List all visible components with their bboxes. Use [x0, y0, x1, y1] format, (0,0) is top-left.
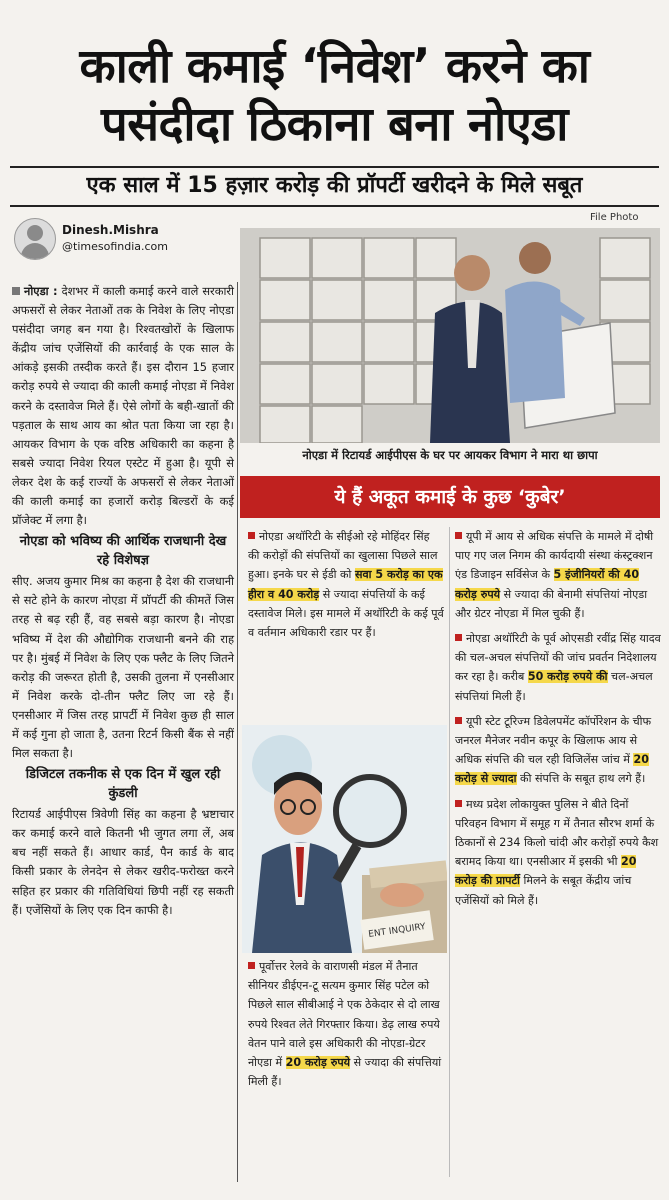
highlight-tourism-value: 20 करोड़ से ज्यादा: [455, 753, 649, 786]
box-title-banner: ये हैं अकूत कमाई के कुछ ‘कुबेर’: [240, 476, 660, 518]
bullet-icon: [248, 532, 255, 539]
box-column-1: [248, 527, 444, 648]
box-item-2: पूर्वोत्तर रेलवे के वाराणसी मंडल में तैनात सीनियर डीईएन-टू सत्यम कुमार सिंह पटेल को पिछले साल सीबीआई ने एक ठेकेदार से दो लाख रुपये रिश्वत लेते गिरफ्तार किया। डेढ़ लाख रुपये वेतन पाने वाले इस अधिकारी की नोएडा-ग्रेटर नोएडा में 20 करोड़ रुपये से ज्यादा की संपत्तियां मिली हैं।: [248, 960, 442, 1089]
column-divider: [237, 282, 238, 1182]
highlight-osd-value: 50 करोड़ रुपये की: [527, 670, 608, 684]
article-para-3: रिटायर्ड आईपीएस त्रिवेणी सिंह का कहना है भ्रष्टाचार कर कमाई करने वाले कितनी भी जुगत लगा लें, अब बच नहीं सकते हैं। आधार कार्ड, पैन कार्ड के बाद किसी प्रकार के लेनदेन से लेकर खरीद-फरोख्त करने सहित हर प्रकार की गतिविधियां छिपी नहीं रह सकती हैं। एजेंसियों के लिए एक दिन काफी है।: [12, 807, 234, 917]
inquiry-paper-label: ENT INQUIRY: [367, 922, 427, 940]
headline-rule: [10, 166, 659, 168]
author-name: Dinesh.Mishra: [62, 223, 159, 237]
bullet-icon: [455, 717, 462, 724]
byline: [62, 222, 168, 256]
highlight-railway-value: 20 करोड़ रुपये: [285, 1056, 351, 1070]
raid-photo: [240, 228, 660, 443]
bullet-icon: [455, 800, 462, 807]
article-para-2: सीए. अजय कुमार मिश्र का कहना है देश की राजधानी से सटे होने के कारण नोएडा में प्रॉपर्टी की कीमतें जिस तरह से बढ़ रही हैं, वह सबसे बड़ा कारण है। नोएडा भविष्य में देश की औद्योगिक राजधानी बनने की राह पर है। मुंबई में निवेश के लिए एक फ्लैट के लिए जितने करोड़ की जरूरत होती है, उसकी तुलना में एनसीआर में निवेश करके दो-तीन फ्लैट लिए जा रहे हैं। एनसीआर में जिस तरह प्रापर्टी में निवेश कुछ ही साल में कई गुना हो जाता है, उतना रिटर्न किसी बैंक से नहीं मिल सकता है।: [12, 574, 234, 761]
magnifier-illustration: [242, 725, 447, 953]
author-email: @timesofindia.com: [62, 240, 168, 253]
subhead-digital-tech: डिजिटल तकनीक से एक दिन में खुल रही कुंडली: [25, 767, 221, 802]
highlight-engineers-value: 5 इंजीनियरों की 40 करोड़ रुपये: [455, 568, 640, 601]
bullet-icon: [248, 962, 255, 969]
subheadline-rule: [10, 205, 659, 207]
bullet-icon: [12, 287, 20, 295]
main-article-column: [12, 282, 234, 920]
article-para-1: [12, 282, 234, 530]
photo-caption: नोएडा में रिटायर्ड आईपीएस के घर पर आयकर विभाग ने मारा था छापा: [302, 448, 598, 462]
box-column-divider: [449, 527, 450, 1177]
subheadline: एक साल में 15 हज़ार करोड़ की प्रॉपर्टी खरीदने के मिले सबूत: [86, 173, 583, 198]
box-column-2: [455, 527, 661, 916]
headline-line-2: पसंदीदा ठिकाना बना नोएडा: [101, 97, 568, 152]
box-item-4: नोएडा अथॉरिटी के पूर्व ओएसडी रवींद्र सिंह यादव की चल-अचल संपत्तियों की जांच प्रवर्तन निदेशालय कर रहा है। करीब 50 करोड़ रुपये की चल-अचल संपत्तियां मिली हैं।: [455, 632, 661, 703]
author-avatar: [14, 218, 56, 260]
box-item-6: मध्य प्रदेश लोकायुक्त पुलिस ने बीते दिनों परिवहन विभाग में समूह ग में तैनात सौरभ शर्मा के ठिकानों से 234 किलो चांदी और करोड़ों रुपये कैश बरामद किया था। एनसीआर में इसकी भी 20 करोड़ की प्रापर्टी मिलने के सबूत केंद्रीय जांच एजेंसियों को मिले हैं।: [455, 797, 659, 907]
box-column-1-lower: [248, 957, 444, 1091]
highlight-lokayukta-value: 20 करोड़ की प्रापर्टी: [455, 855, 637, 888]
highlight-diamond-value: सवा 5 करोड़ का एक हीरा व 40 करोड़: [248, 568, 443, 601]
lockers-image: [240, 228, 660, 443]
para-1-text: देशभर में काली कमाई करने वाले सरकारी अफसरों से लेकर नेताओं तक के निवेश के लिए नोएडा पसंदीदा जगह बन गया है। रिश्वतखोरों के खिलाफ केंद्रीय जांच एजेंसियों की कार्रवाई के एक साल के आंकड़े इसकी तस्दीक करते हैं। इस दौरान 15 हजार करोड़ रुपये से ज्यादा की काली कमाई नोएडा में निवेश करने के दस्तावेज मिले हैं। ऐसे लोगों के बही-खातों की पड़ताल के साथ आय का श्रोत पता किया जा रहा है। आयकर विभाग के एक वरिष्ठ अधिकारी का कहना है सबसे ज्यादा निवेश रियल एस्टेट में हुआ है। यूपी से लेकर देश के कई राज्यों के अफसरों से लेकर नेताओं की काली कमाई का हजारों करोड़ बिल्डरों के कई प्रॉजेक्ट में लगा है।: [12, 284, 235, 528]
headline-line-1: काली कमाई ‘निवेश’ करने का: [79, 39, 590, 94]
box-item-5: यूपी स्टेट टूरिज्म डिवेलपमेंट कॉर्पोरेशन के चीफ जनरल मैनेजर नवीन कपूर के खिलाफ आय से अधिक संपत्ति की चल रही विजिलेंस जांच में 20 करोड़ से ज्यादा की संपत्ति के सबूत हाथ लगे हैं।: [455, 714, 652, 786]
dateline: नोएडा :: [24, 284, 58, 298]
box-item-3: यूपी में आय से अधिक संपत्ति के मामले में दोषी पाए गए जल निगम की कार्यदायी संस्था कंस्ट्रक्शन एंड डिजाइन सर्विसेज के 5 इंजीनियरों की 40 करोड़ रुपये से ज्यादा की बेनामी संपत्तियां नोएडा और ग्रेटर नोएडा में मिल चुकी हैं।: [455, 530, 654, 620]
bullet-icon: [455, 532, 462, 539]
investigator-image: [242, 725, 447, 953]
photo-credit: File Photo: [590, 212, 639, 223]
box-item-1: नोएडा अथॉरिटी के सीईओ रहे मोहिंदर सिंह की करोड़ों की संपत्तियों का खुलासा पिछले साल हुआ। इनके घर से ईडी को सवा 5 करोड़ का एक हीरा व 40 करोड़ से ज्यादा संपत्तियों के कई दस्तावेज मिले। इस मामले में अथॉरिटी के कई पूर्व व वर्तमान अधिकारी रडार पर हैं।: [248, 530, 444, 640]
headline: [0, 38, 669, 154]
bullet-icon: [455, 634, 462, 641]
subhead-economic-capital: नोएडा को भविष्य की आर्थिक राजधानी देख रहे विशेषज्ञ: [19, 534, 227, 569]
